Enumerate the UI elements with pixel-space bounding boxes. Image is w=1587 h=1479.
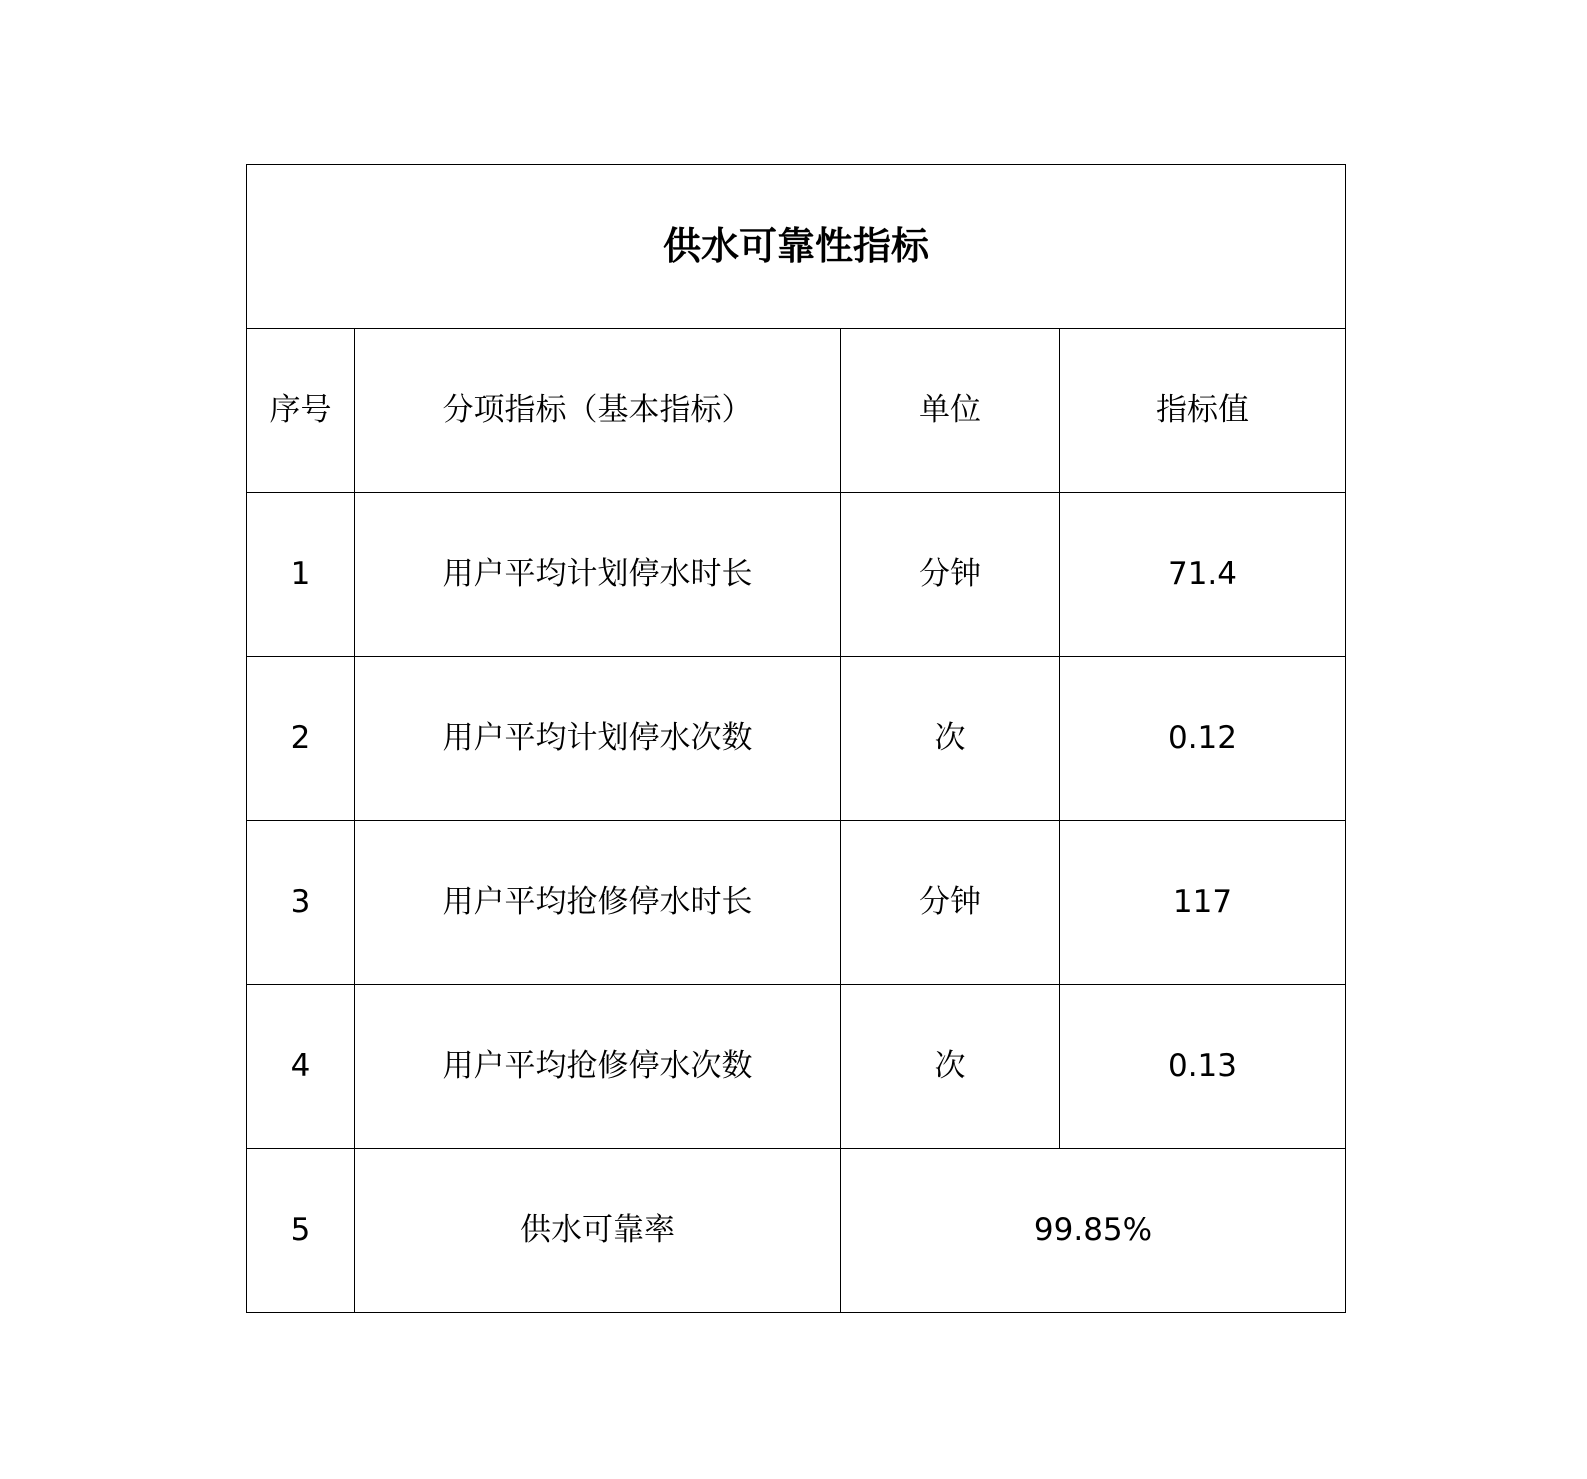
row-value: 0.12 [1060, 657, 1346, 821]
row-index: 3 [247, 821, 355, 985]
header-index: 序号 [247, 329, 355, 493]
table-row [247, 985, 1346, 1149]
summary-value: 99.85% [841, 1149, 1346, 1313]
row-value: 117 [1060, 821, 1346, 985]
header-unit: 单位 [841, 329, 1060, 493]
row-unit: 分钟 [841, 493, 1060, 657]
title-row [247, 165, 1346, 329]
table-row [247, 821, 1346, 985]
row-index: 1 [247, 493, 355, 657]
summary-item: 供水可靠率 [355, 1149, 841, 1313]
row-value: 0.13 [1060, 985, 1346, 1149]
row-unit: 次 [841, 657, 1060, 821]
reliability-table [246, 164, 1346, 1313]
table-row [247, 657, 1346, 821]
table-title: 供水可靠性指标 [247, 165, 1346, 329]
row-index: 2 [247, 657, 355, 821]
header-row [247, 329, 1346, 493]
row-index: 4 [247, 985, 355, 1149]
row-unit: 分钟 [841, 821, 1060, 985]
row-item: 用户平均计划停水次数 [355, 657, 841, 821]
row-item: 用户平均抢修停水次数 [355, 985, 841, 1149]
header-item: 分项指标（基本指标） [355, 329, 841, 493]
row-item: 用户平均抢修停水时长 [355, 821, 841, 985]
row-value: 71.4 [1060, 493, 1346, 657]
summary-row [247, 1149, 1346, 1313]
row-item: 用户平均计划停水时长 [355, 493, 841, 657]
header-value: 指标值 [1060, 329, 1346, 493]
summary-index: 5 [247, 1149, 355, 1313]
row-unit: 次 [841, 985, 1060, 1149]
table-row [247, 493, 1346, 657]
